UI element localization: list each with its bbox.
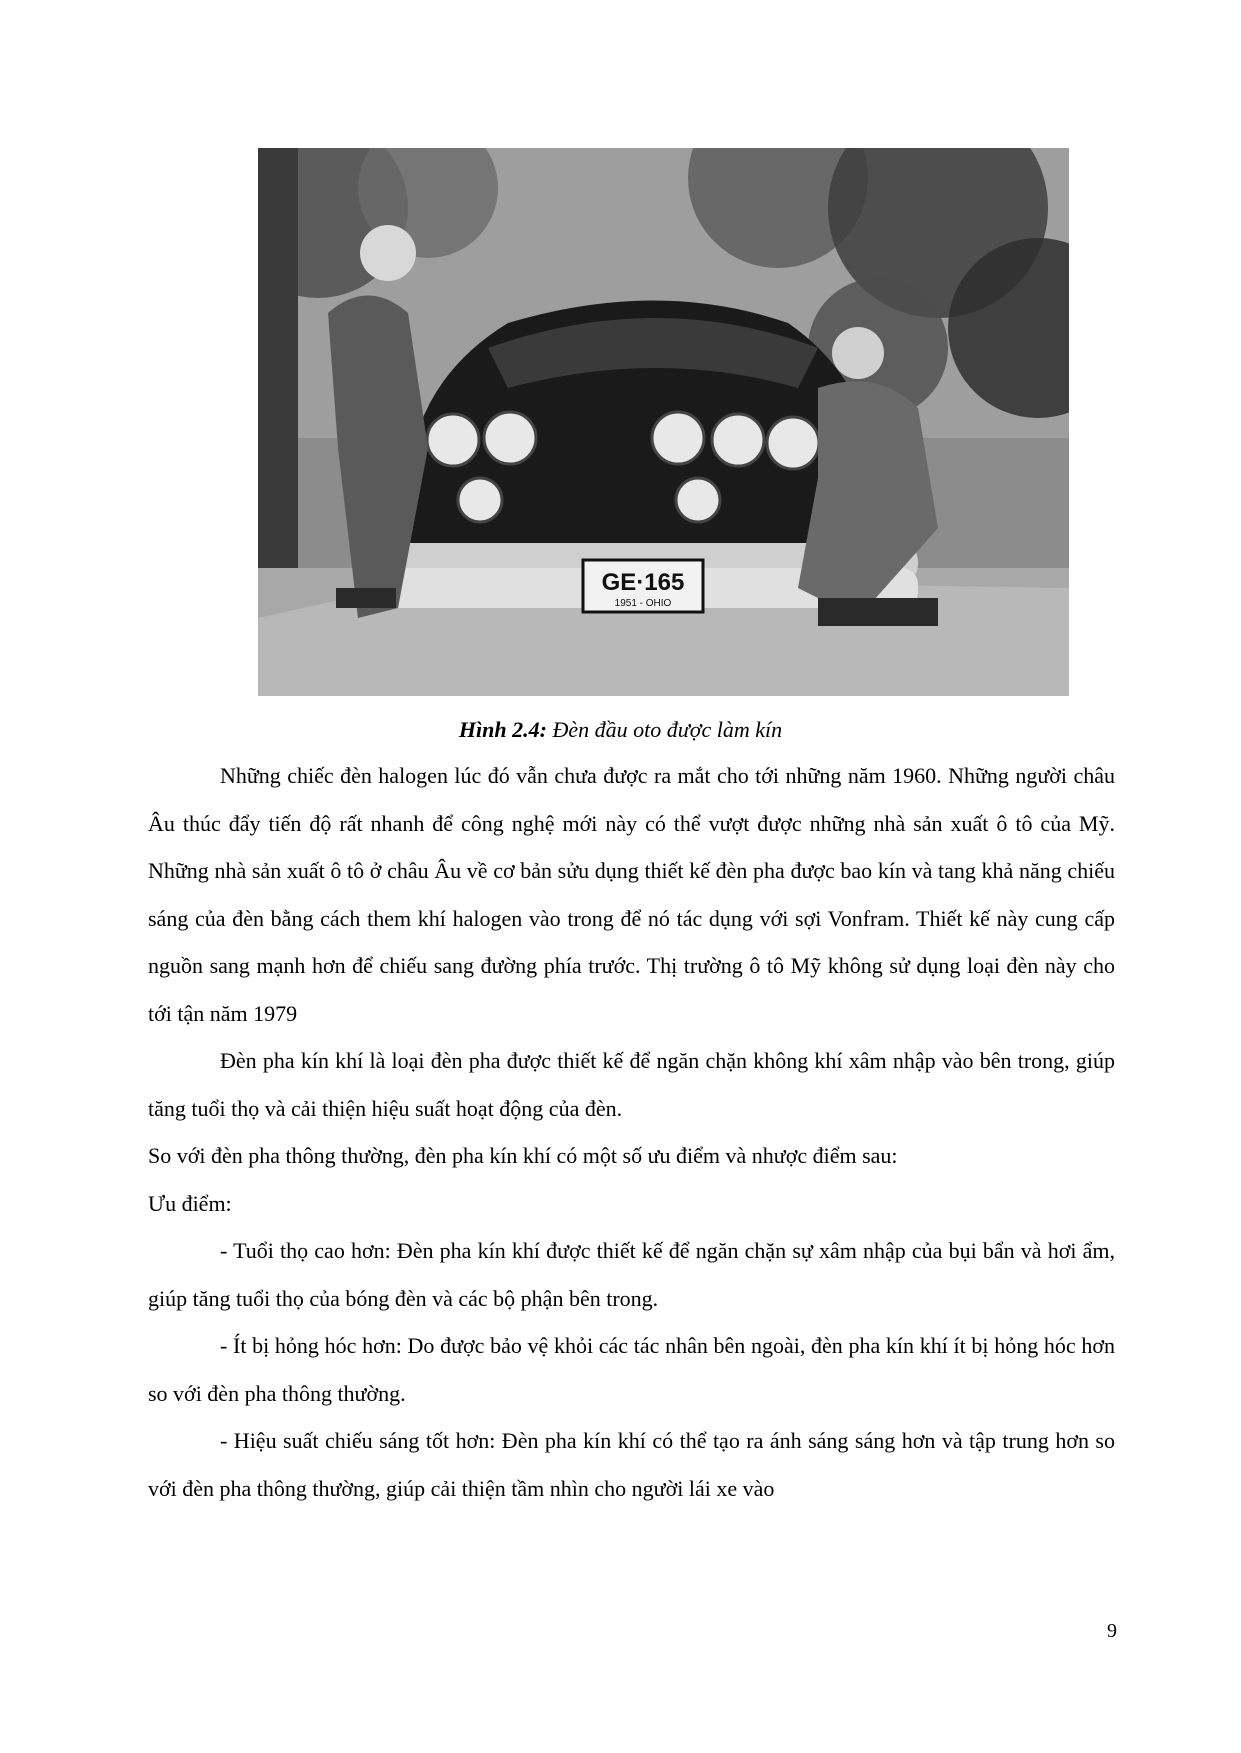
paragraph-sealed-definition: Đèn pha kín khí là loại đèn pha được thiết kế để ngăn chặn không khí xâm nhập vào bên trong, giúp tăng tuổi thọ và cải thiện hiệu suất hoạt động của đèn. [148,1048,1115,1121]
paragraph-advantage-lifespan: - Tuổi thọ cao hơn: Đèn pha kín khí được thiết kế để ngăn chặn sự xâm nhập của bụi bẩn và hơi ẩm, giúp tăng tuổi thọ của bóng đèn và các bộ phận bên trong. [148,1238,1115,1311]
paragraph-advantage-efficiency: - Hiệu suất chiếu sáng tốt hơn: Đèn pha kín khí có thể tạo ra ánh sáng sáng hơn và tập trung hơn so với đèn pha thông thường, giúp cải thiện tầm nhìn cho người lái xe vào [148,1428,1115,1501]
paragraph-halogen-history: Những chiếc đèn halogen lúc đó vẫn chưa được ra mắt cho tới những năm 1960. Những người châu Âu thúc đẩy tiến độ rất nhanh để công nghệ mới này có thể vượt được những nhà sản xuất ô tô của Mỹ. Những nhà sản xuất ô tô ở châu Âu về cơ bản sửu dụng thiết kế đèn pha được bao kín và tang khả năng chiếu sáng của đèn bằng cách them khí halogen vào trong để nó tác dụng với sợi Vonfram. Thiết kế này cung cấp nguồn sang mạnh hơn để chiếu sang đường phía trước. Thị trường ô tô Mỹ không sử dụng loại đèn này cho tới tận năm 1979 [148,763,1115,1026]
figure-caption-label: Hình 2.4: [458,717,547,742]
paragraph-advantages-heading: Ưu điểm: [148,1190,232,1216]
plate-number: GE·165 [601,569,685,596]
paragraph-advantage-durability: - Ít bị hỏng hóc hơn: Do được bảo vệ khỏi các tác nhân bên ngoài, đèn pha kín khí ít bị hỏng hóc hơn so với đèn pha thông thường. [148,1333,1115,1406]
paragraph-comparison-intro: So với đèn pha thông thường, đèn pha kín khí có một số ưu điểm và nhược điểm sau: [148,1143,898,1168]
figure-caption [0,710,1241,750]
plate-subtext: 1951 - OHIO [614,598,672,609]
figure-caption-text: Đèn đầu oto được làm kín [552,717,783,742]
page-number: 9 [1107,1620,1117,1642]
body-text [148,752,1115,1512]
car-photo-illustration [258,148,1069,696]
figure-photo-sealed-headlights [258,148,1069,696]
